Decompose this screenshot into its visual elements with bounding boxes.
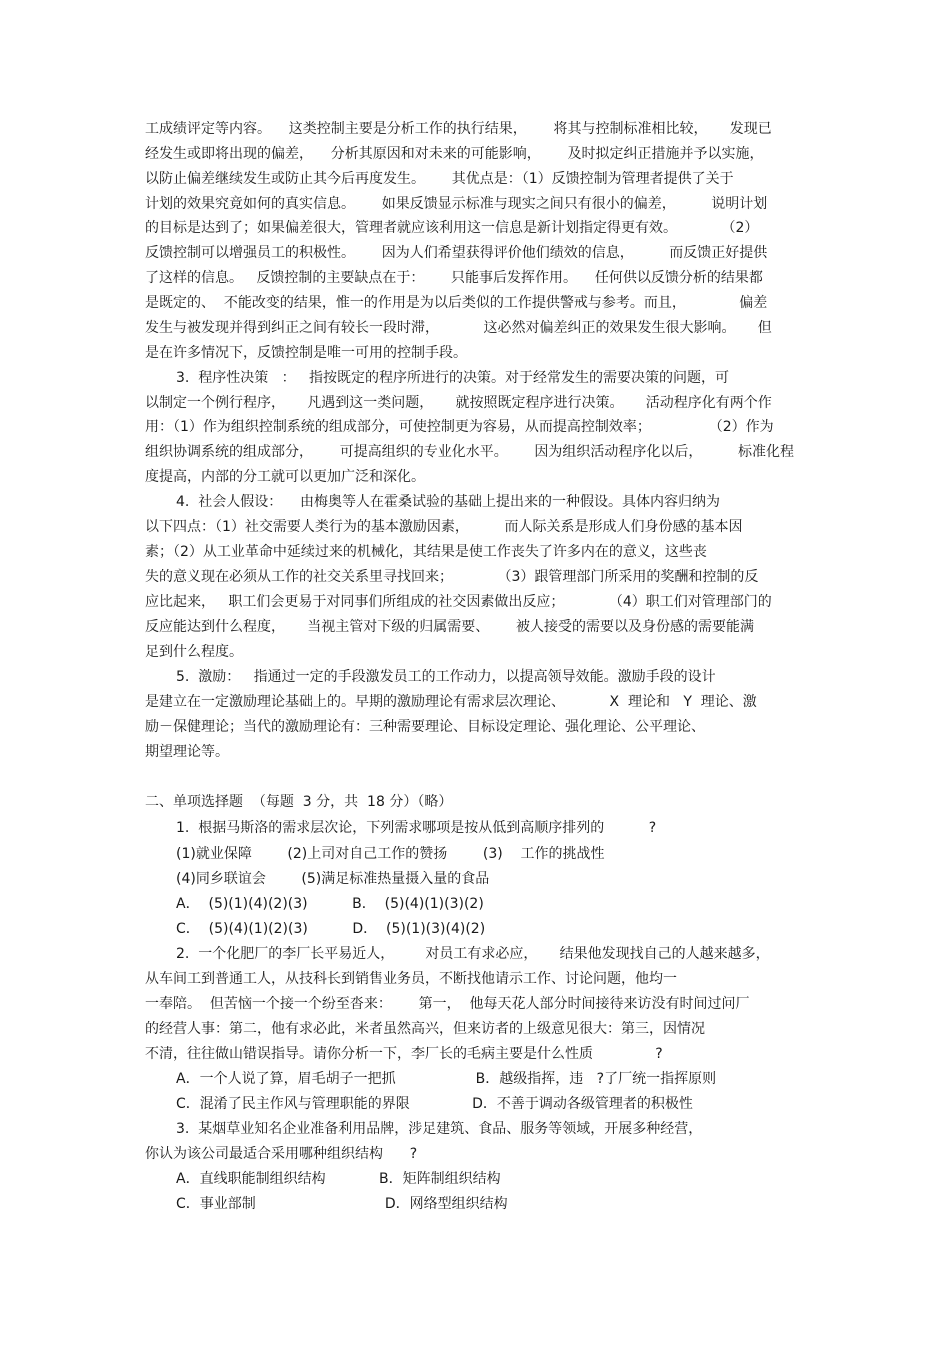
answer-option: A．一个人说了算，眉毛胡子一把抓 B．越级指挥，违 ?了厂统一指挥原则 [176, 1071, 717, 1087]
question-text: 从车间工到普通工人，从技科长到销售业务员，不断找他请示工作、讨论问题，他均一 [145, 971, 677, 987]
text-line: 是建立在一定激励理论基础上的。早期的激励理论有需求层次理论、 X 理论和 Y 理论、激 [145, 694, 757, 710]
text-line: 的目标是达到了；如果偏差很大，管理者就应该利用这一信息是新计划指定得更有效。 （2） [145, 220, 759, 236]
question-text: 1. 根据马斯洛的需求层次论，下列需求哪项是按从低到高顺序排列的 ? [176, 820, 657, 836]
text-line: 是既定的、 不能改变的结果，惟一的作用是为以后类似的工作提供警戒与参考。而且， 偏差 [145, 295, 768, 311]
text-line: 反馈控制可以增强员工的积极性。 因为人们希望获得评价他们绩效的信息， 而反馈正好提供 [145, 245, 768, 261]
text-line: 期望理论等。 [145, 744, 229, 760]
text-line: 度提高，内部的分工就可以更加广泛和深化。 [145, 469, 425, 485]
question-text: 一奉陪。 但苦恼一个接一个纷至沓来： 第一， 他每天花人部分时间接待来访没有时间过问厂 [145, 996, 750, 1012]
text-line: 反应能达到什么程度， 当视主管对下级的归属需要、 被人接受的需要以及身份感的需要能满 [145, 619, 754, 635]
text-line: 用：（1）作为组织控制系统的组成部分，可使控制更为容易，从而提高控制效率； （2）作为 [145, 419, 774, 435]
text-line: 了这样的信息。 反馈控制的主要缺点在于： 只能事后发挥作用。 任何供以反馈分析的结果都 [145, 270, 763, 286]
text-line: 足到什么程度。 [145, 644, 243, 660]
text-line: 励－保健理论；当代的激励理论有：三种需要理论、目标设定理论、强化理论、公平理论、 [145, 719, 705, 735]
question-item: (4)同乡联谊会 (5)满足标准热量摄入量的食品 [176, 871, 490, 887]
answer-option: A．直线职能制组织结构 B．矩阵制组织结构 [176, 1171, 501, 1187]
answer-option: A． (5)(1)(4)(2)(3) B． (5)(4)(1)(3)(2) [176, 896, 484, 912]
text-line: 应比起来， 职工们会更易于对同事们所组成的社交因素做出反应； （4）职工们对管理部门的 [145, 594, 772, 610]
text-line: 发生与被发现并得到纠正之间有较长一段时滞， 这必然对偏差纠正的效果发生很大影响。 但 [145, 320, 772, 336]
answer-option: C． (5)(4)(1)(2)(3) D． (5)(1)(3)(4)(2) [176, 921, 486, 937]
text-line: 组织协调系统的组成部分， 可提高组织的专业化水平。 因为组织活动程序化以后， 标准化程 [145, 444, 795, 460]
text-line: 3. 程序性决策 ： 指按既定的程序所进行的决策。对于经常发生的需要决策的问题，可 [176, 370, 729, 386]
answer-option: C．混淆了民主作风与管理职能的界限 D．不善于调动各级管理者的积极性 [176, 1096, 693, 1112]
question-item: (1)就业保障 (2)上司对自己工作的赞扬 (3) 工作的挑战性 [176, 846, 605, 862]
question-text: 3. 某烟草业知名企业准备利用品牌，涉足建筑、食品、服务等领域，开展多种经营， [176, 1121, 703, 1137]
text-line: 以防止偏差继续发生或防止其今后再度发生。 其优点是：（1）反馈控制为管理者提供了关于 [145, 171, 734, 187]
question-text: 不清，往往做山错误指导。请你分析一下，李厂长的毛病主要是什么性质 ? [145, 1046, 663, 1062]
question-text: 的经营人事：第二，他有求必此，米者虽然高兴，但来访者的上级意见很大：第三，因情况 [145, 1021, 705, 1037]
section-heading: 二、单项选择题 （每题 3 分，共 18 分）（略） [145, 794, 453, 810]
text-line: 5. 激励： 指通过一定的手段激发员工的工作动力，以提高领导效能。激励手段的设计 [176, 669, 716, 685]
text-line: 工成绩评定等内容。 这类控制主要是分析工作的执行结果， 将其与控制标准相比较， 发现已 [145, 121, 772, 137]
text-line: 以制定一个例行程序， 凡遇到这一类问题， 就按照既定程序进行决策。 活动程序化有两个作 [145, 395, 772, 411]
answer-option: C．事业部制 D．网络型组织结构 [176, 1196, 508, 1212]
text-line: 是在许多情况下，反馈控制是唯一可用的控制手段。 [145, 345, 467, 361]
question-text: 2. 一个化肥厂的李厂长平易近人， 对员工有求必应， 结果他发现找自己的人越来越多， [176, 946, 770, 962]
text-line: 以下四点：（1）社交需要人类行为的基本激励因素， 而人际关系是形成人们身份感的基本因 [145, 519, 743, 535]
text-line: 4. 社会人假设： 由梅奥等人在霍桑试验的基础上提出来的一种假设。具体内容归纳为 [176, 494, 721, 510]
text-line: 素；（2）从工业革命中延续过来的机械化，其结果是使工作丧失了许多内在的意义，这些丧 [145, 544, 707, 560]
question-text: 你认为该公司最适合采用哪种组织结构 ? [145, 1146, 418, 1162]
text-line: 失的意义现在必须从工作的社交关系里寻找回来； （3）跟管理部门所采用的奖酬和控制的反 [145, 569, 759, 585]
text-line: 计划的效果究竟如何的真实信息。 如果反馈显示标准与现实之间只有很小的偏差， 说明计划 [145, 196, 768, 212]
text-line: 经发生或即将出现的偏差， 分析其原因和对未来的可能影响， 及时拟定纠正措施并予以实施， [145, 146, 764, 162]
